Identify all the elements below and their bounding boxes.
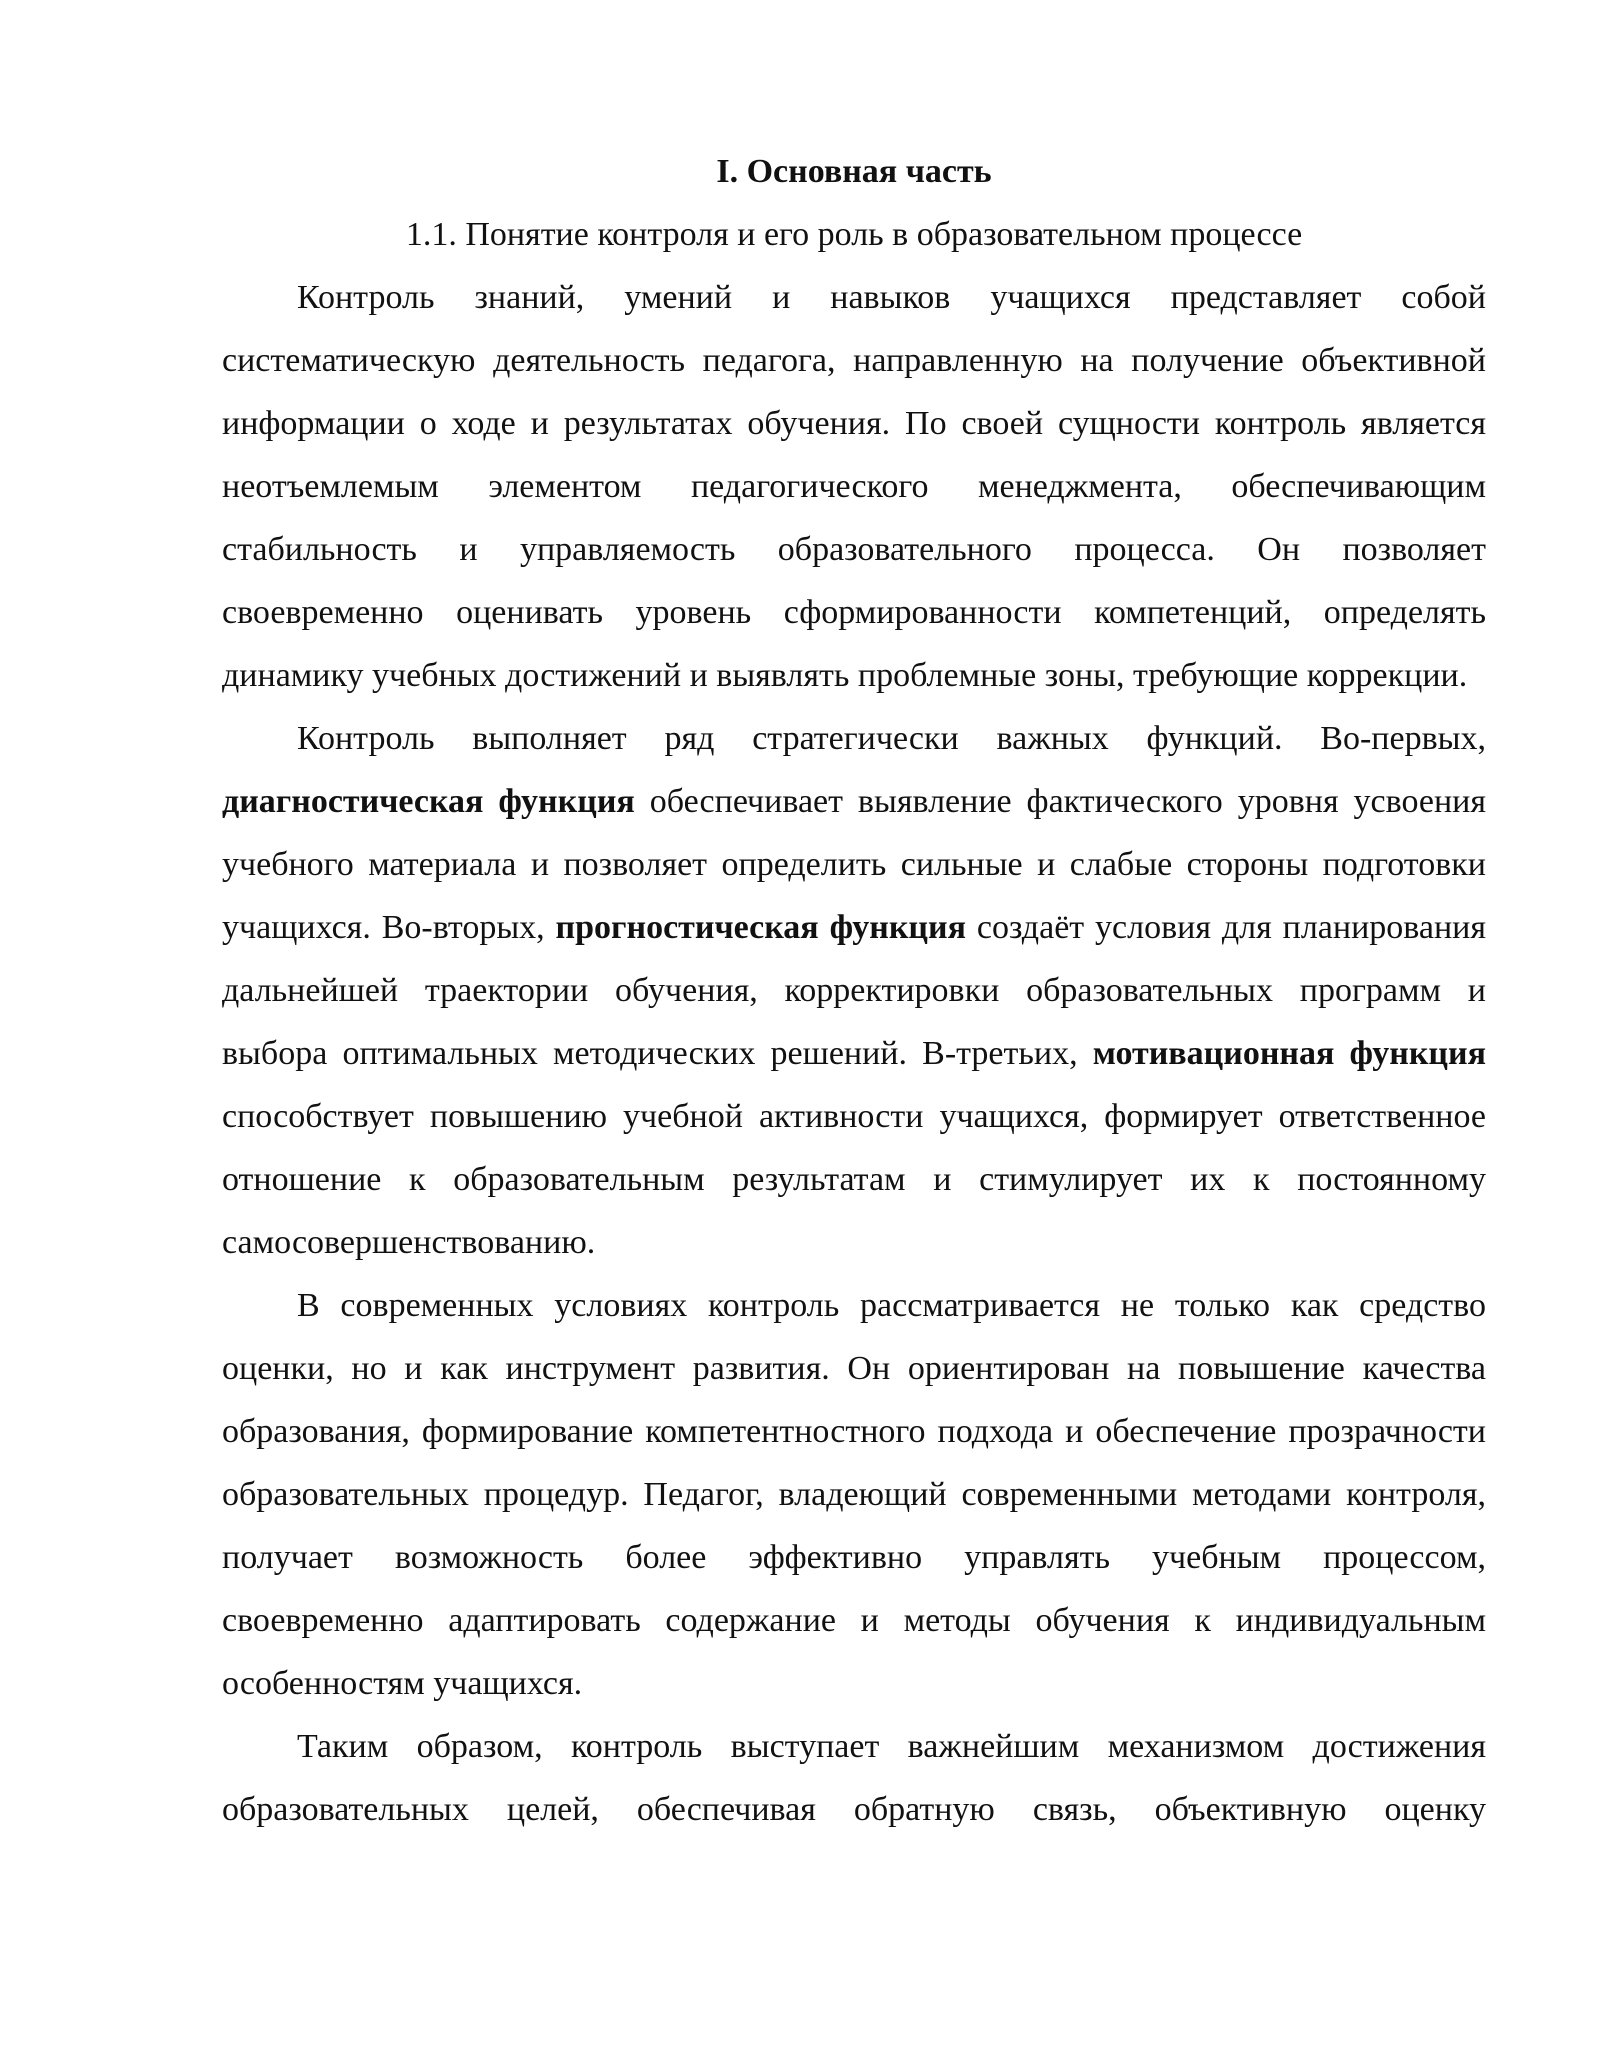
paragraph-text: способствует повышению учебной активности учащихся, формирует ответственное отношение к образовательным результатам и стимулирует их к постоянному самосовершенствованию. bbox=[222, 1098, 1486, 1261]
paragraph-text: создаёт условия для планирования дальнейшей траектории обучения, корректировки образовательных программ и выбора оптимальных методических решений. В-третьих, bbox=[222, 909, 1486, 1072]
paragraph-text: обеспечивает выявление фактического уровня усвоения учебного материала и позволяет определить сильные и слабые стороны подготовки учащихся. Во-вторых, bbox=[222, 783, 1486, 946]
paragraph-control-definition: Контроль знаний, умений и навыков учащихся представляет собой систематическую деятельность педагога, направленную на получение объективной информации о ходе и результатах обучения. По своей сущности контроль является неотъемлемым элементом педагогического менеджмента, обеспечивающим стабильность и управляемость образовательного процесса. Он позволяет своевременно оценивать уровень сформированности компетенций, определять динамику учебных достижений и выявлять проблемные зоны, требующие коррекции. bbox=[222, 279, 1486, 694]
paragraph-modern-conditions: В современных условиях контроль рассматривается не только как средство оценки, но и как инструмент развития. Он ориентирован на повышение качества образования, формирование компетентностного подхода и обеспечение прозрачности образовательных процедур. Педагог, владеющий современными методами контроля, получает возможность более эффективно управлять учебным процессом, своевременно адаптировать содержание и методы обучения к индивидуальным особенностям учащихся. bbox=[222, 1287, 1486, 1702]
document-body bbox=[222, 140, 1486, 1841]
term-prognostic-function: прогностическая функция bbox=[555, 909, 967, 946]
term-diagnostic-function: диагностическая функция bbox=[222, 783, 635, 820]
paragraph-conclusion: Таким образом, контроль выступает важнейшим механизмом достижения образовательных целей, обеспечивая обратную связь, объективную оценку bbox=[222, 1728, 1486, 1828]
term-motivational-function: мотивационная функция bbox=[1092, 1035, 1486, 1072]
subsection-title: 1.1. Понятие контроля и его роль в образовательном процессе bbox=[405, 216, 1303, 253]
paragraph-control-functions bbox=[222, 707, 1486, 1274]
paragraph-text: Контроль выполняет ряд стратегически важных функций. Во-первых, bbox=[297, 720, 1486, 757]
section-title: I. Основная часть bbox=[716, 153, 992, 190]
